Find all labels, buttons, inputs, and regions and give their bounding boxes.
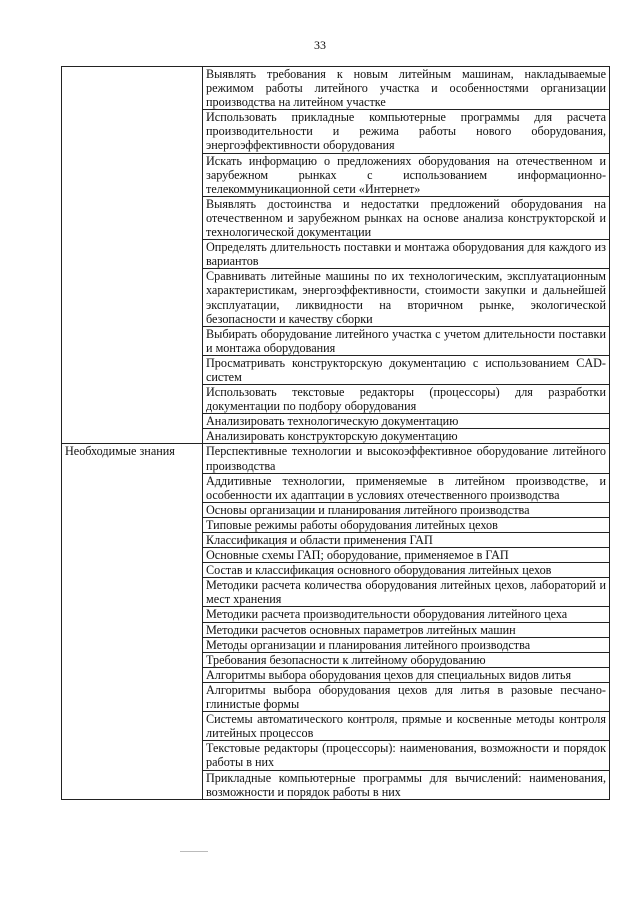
requirement-item: Алгоритмы выбора оборудования цехов для специальных видов литья bbox=[203, 667, 610, 682]
requirement-item: Перспективные технологии и высокоэффективное оборудование литейного производства bbox=[203, 444, 610, 473]
requirement-item: Методики расчета производительности оборудования литейного цеха bbox=[203, 607, 610, 622]
requirement-item: Использовать текстовые редакторы (процессоры) для разработки документации по подбору оборудования bbox=[203, 385, 610, 414]
requirement-item: Основные схемы ГАП; оборудование, применяемое в ГАП bbox=[203, 548, 610, 563]
requirement-item: Выявлять достоинства и недостатки предложений оборудования на отечественном и зарубежном рынках на основе анализа конструкторской и технологической документации bbox=[203, 196, 610, 239]
section-label bbox=[62, 67, 203, 444]
requirement-item: Требования безопасности к литейному оборудованию bbox=[203, 652, 610, 667]
scan-artifact-line bbox=[180, 851, 208, 852]
requirement-item: Типовые режимы работы оборудования литейных цехов bbox=[203, 517, 610, 532]
requirement-item: Просматривать конструкторскую документацию с использованием CAD-систем bbox=[203, 355, 610, 384]
page-number: 33 bbox=[314, 38, 326, 52]
table-row bbox=[62, 67, 610, 110]
section-label: Необходимые знания bbox=[62, 444, 203, 799]
requirement-item: Сравнивать литейные машины по их технологическим, эксплуатационным характеристикам, энергоэффективности, стоимости закупки и дальнейшей эксплуатации, ликвидности на вторичном рынке, экологической безопасности и качеству сборки bbox=[203, 269, 610, 326]
requirements-table bbox=[61, 66, 610, 800]
requirement-item: Классификация и области применения ГАП bbox=[203, 533, 610, 548]
requirements-table-body bbox=[62, 67, 610, 800]
requirement-item: Искать информацию о предложениях оборудования на отечественном и зарубежном рынках с использованием информационно-телекоммуникационной сети «Интернет» bbox=[203, 153, 610, 196]
requirement-item: Методики расчетов основных параметров литейных машин bbox=[203, 622, 610, 637]
requirement-item: Алгоритмы выбора оборудования цехов для литья в разовые песчано-глинистые формы bbox=[203, 682, 610, 711]
requirement-item: Текстовые редакторы (процессоры): наименования, возможности и порядок работы в них bbox=[203, 741, 610, 770]
requirement-item: Системы автоматического контроля, прямые и косвенные методы контроля литейных процессов bbox=[203, 712, 610, 741]
requirement-item: Основы организации и планирования литейного производства bbox=[203, 502, 610, 517]
requirement-item: Анализировать технологическую документацию bbox=[203, 414, 610, 429]
requirement-item: Состав и классификация основного оборудования литейных цехов bbox=[203, 563, 610, 578]
requirement-item: Методики расчета количества оборудования литейных цехов, лабораторий и мест хранения bbox=[203, 578, 610, 607]
requirement-item: Определять длительность поставки и монтажа оборудования для каждого из вариантов bbox=[203, 240, 610, 269]
requirement-item: Методы организации и планирования литейного производства bbox=[203, 637, 610, 652]
requirement-item: Выявлять требования к новым литейным машинам, накладываемые режимом работы литейного участка и особенностями организации производства на литейном участке bbox=[203, 67, 610, 110]
requirement-item: Использовать прикладные компьютерные программы для расчета производительности и режима работы нового оборудования, энергоэффективности оборудования bbox=[203, 110, 610, 153]
table-row bbox=[62, 444, 610, 473]
requirement-item: Аддитивные технологии, применяемые в литейном производстве, и особенности их адаптации в условиях отечественного производства bbox=[203, 473, 610, 502]
requirement-item: Анализировать конструкторскую документацию bbox=[203, 429, 610, 444]
requirement-item: Прикладные компьютерные программы для вычислений: наименования, возможности и порядок работы в них bbox=[203, 770, 610, 799]
requirement-item: Выбирать оборудование литейного участка с учетом длительности поставки и монтажа оборудования bbox=[203, 326, 610, 355]
